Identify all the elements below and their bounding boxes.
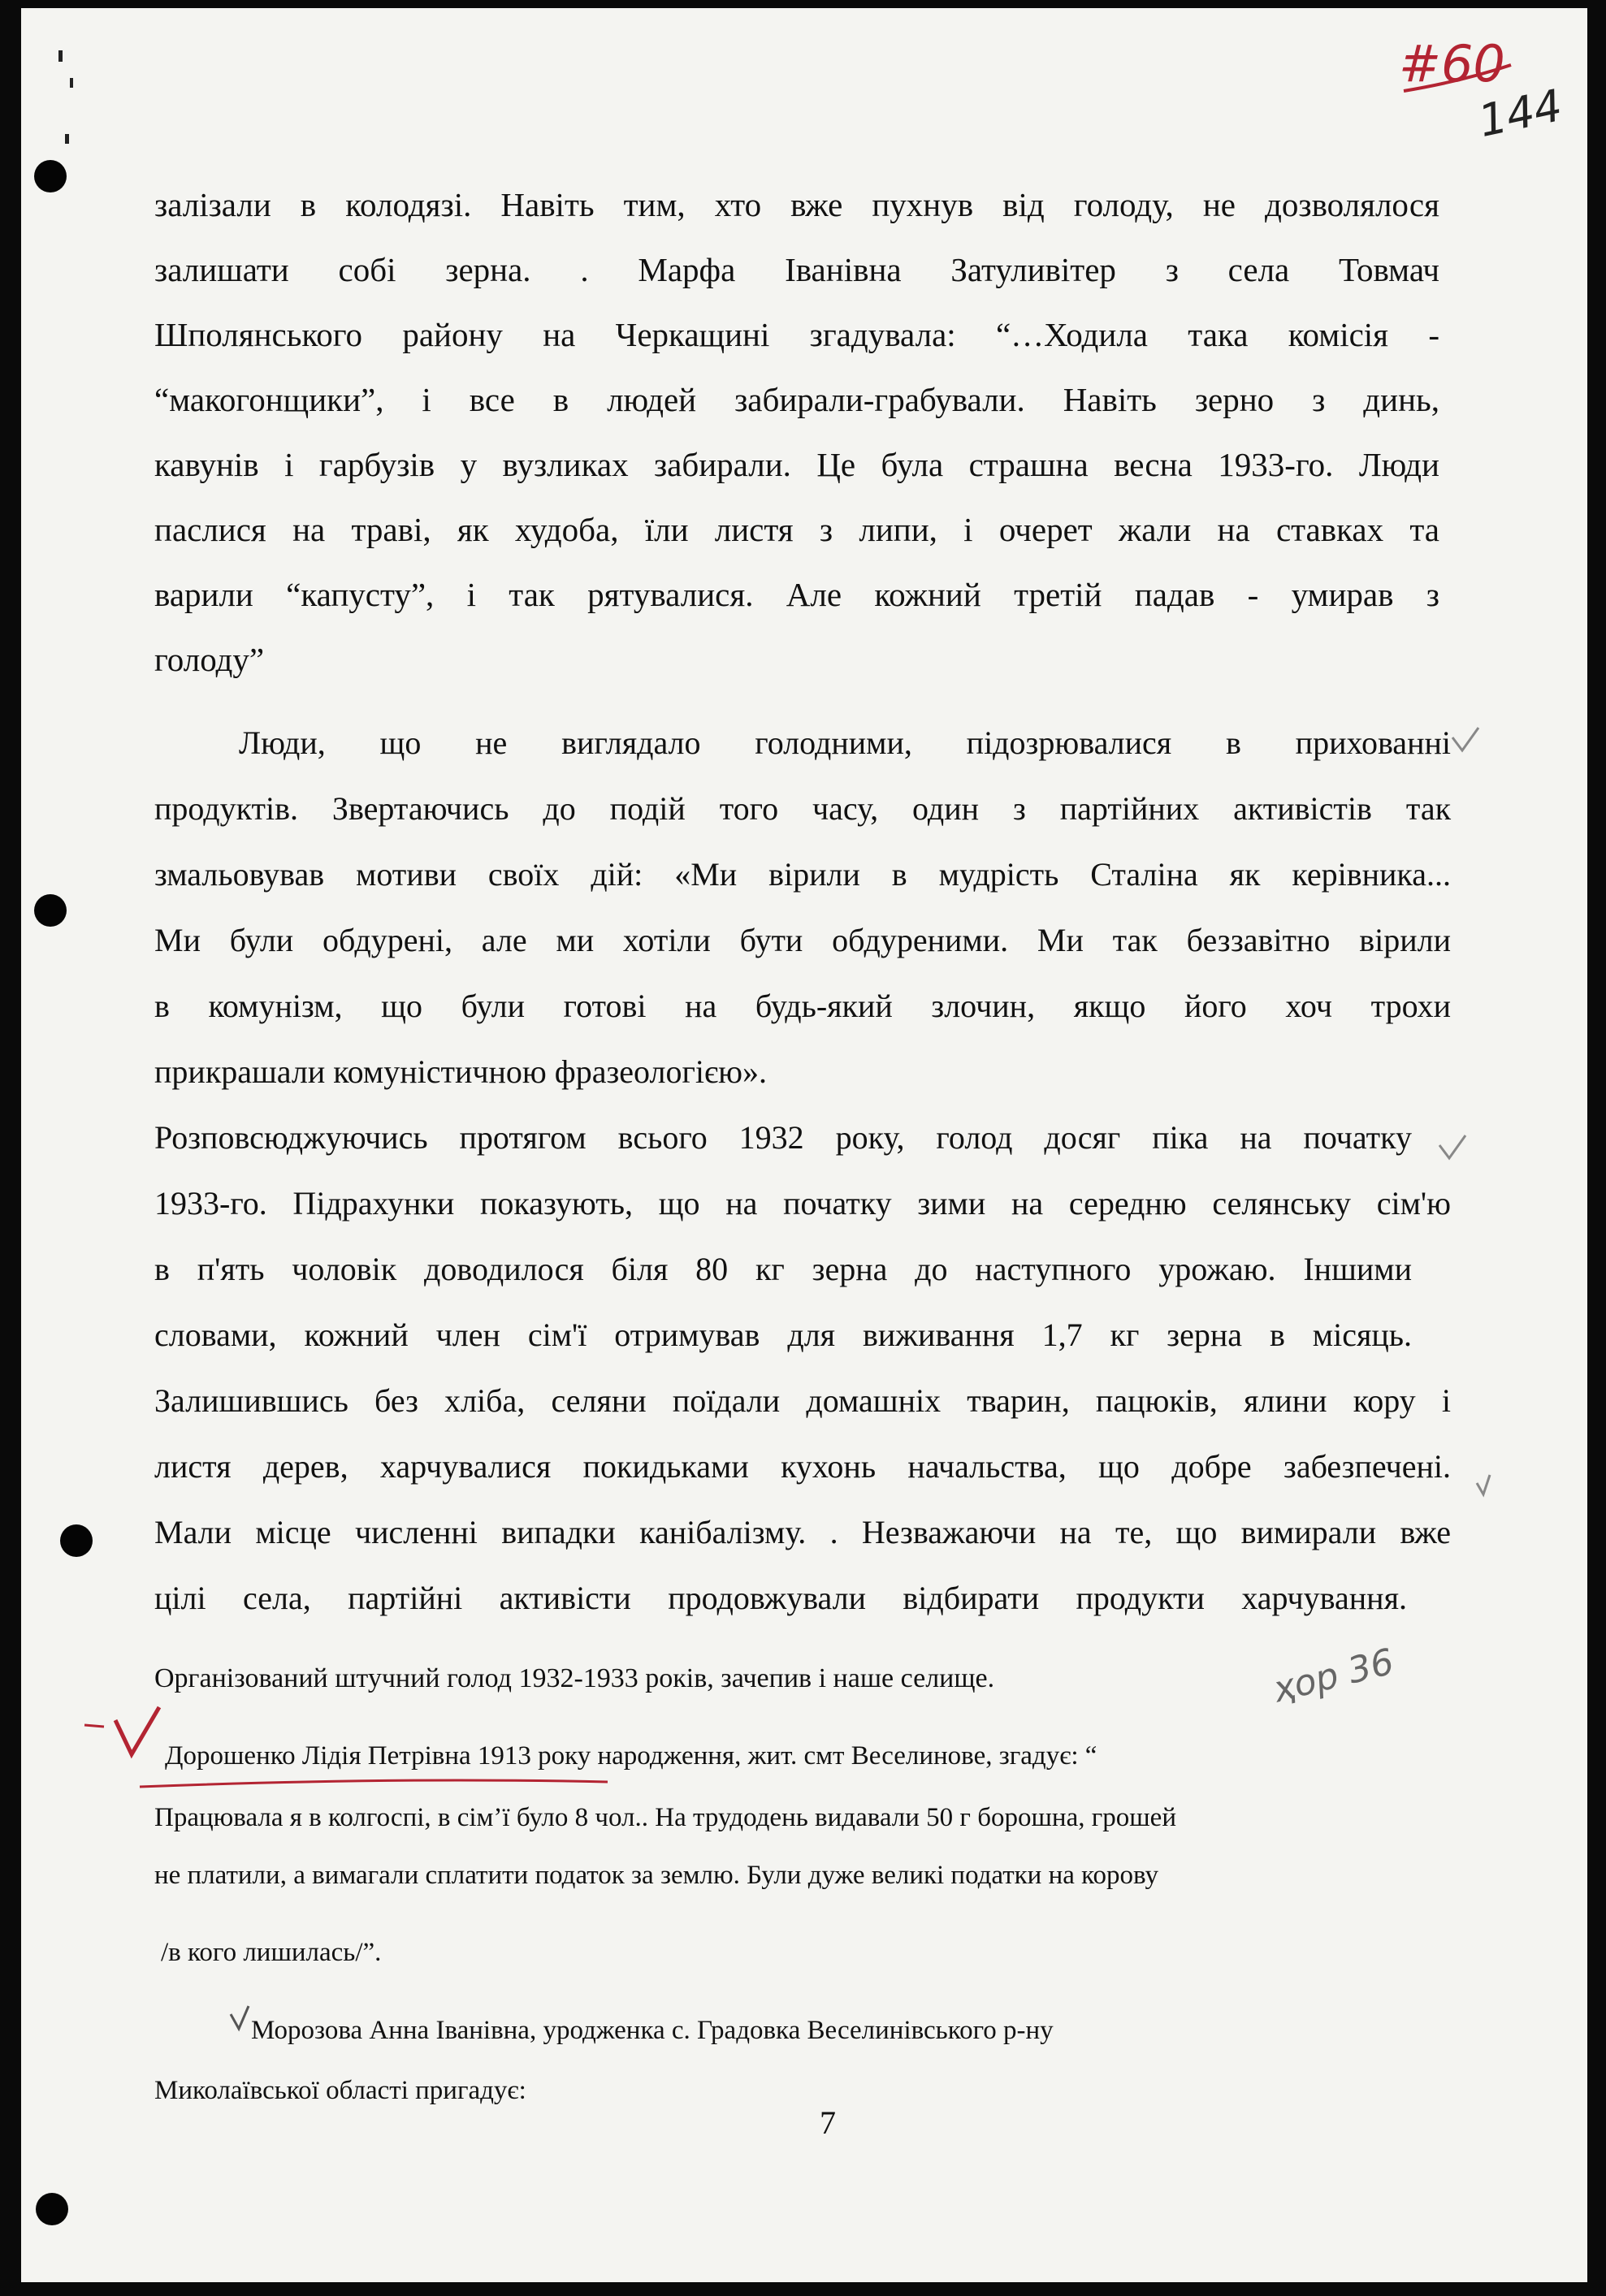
text-line: Ми були обдурені, але ми хотіли бути обдуреними. Ми так беззавітно вірили [154, 922, 1451, 958]
binder-hole-top [34, 160, 67, 192]
doroshenko-intro: року народження, жит. смт Веселинове, згадує: “ [530, 1741, 1097, 1771]
margin-note-annotation: ҳор 36 [1269, 1641, 1398, 1711]
organized-famine-line: Організований штучний голод 1932-1933 років, зачепив і наше селище. [154, 1663, 995, 1693]
text-line: цілі села, партійні активісти продовжували відбирати продукти харчування. [154, 1580, 1407, 1616]
text-line: Залишившись без хліба, селяни поїдали домашніх тварин, пацюків, ялини кору і [154, 1382, 1451, 1419]
text-line: Люди, що не виглядало голодними, підозрювалися в прихованні [239, 724, 1451, 761]
text-line: залишати собі зерна. . Марфа Іванівна Затуливітер з села Товмач [154, 251, 1439, 288]
archive-number-annotation: #60 [1399, 34, 1505, 93]
text-line: 1933-го. Підрахунки показують, що на початку зими на середню селянську сім'ю [154, 1185, 1451, 1222]
binder-hole-middle [34, 894, 67, 927]
binder-hole-bottom [36, 2193, 68, 2225]
edge-mark [65, 134, 69, 144]
morozova-line2: Миколаївської області пригадує: [154, 2076, 526, 2105]
text-line: “макогонщики”, і все в людей забирали-грабували. Навіть зерно з динь, [154, 381, 1439, 418]
text-line: словами, кожний член сім'ї отримував для виживання 1,7 кг зерна в місяць. [154, 1317, 1412, 1353]
morozova-line1: Морозова Анна Іванівна, уродженка с. Градовка Веселинівського р-ну [251, 2016, 1054, 2045]
text-line: прикрашали комуністичною фразеологією». [154, 1053, 768, 1090]
doroshenko-testimony-line4: /в кого лишилась/”. [161, 1938, 382, 1967]
paragraph-party-activists [154, 710, 1451, 1631]
text-line: в комунізм, що були готові на будь-який злочин, якщо його хоч трохи [154, 988, 1451, 1024]
binder-hole-lower [60, 1524, 93, 1557]
page-number: 7 [820, 2104, 836, 2141]
text-line: продуктів. Звертаючись до подій того часу, один з партійних активістів так [154, 790, 1451, 827]
edge-mark [58, 50, 63, 62]
doroshenko-name: Дорошенко Лідія Петрівна 1913 [165, 1741, 531, 1771]
text-line: голоду” [154, 641, 265, 678]
text-line: змальовував мотиви своїх дій: «Ми вірили в мудрість Сталіна як керівника... [154, 856, 1451, 893]
doroshenko-testimony-line2: Працювала я в колгоспі, в сім’ї було 8 чол.. На трудодень видавали 50 г борошна, грошей [154, 1803, 1176, 1832]
paragraph-famine-testimony [154, 172, 1439, 692]
text-line: залізали в колодязі. Навіть тим, хто вже пухнув від голоду, не дозволялося [154, 186, 1439, 223]
text-line: в п'ять чоловік доводилося біля 80 кг зерна до наступного урожаю. Іншими [154, 1251, 1412, 1287]
text-line: кавунів і гарбузів у вузликах забирали. Це була страшна весна 1933-го. Люди [154, 446, 1439, 483]
text-line: Мали місце численні випадки канібалізму. . Незважаючи на те, що вимирали вже [154, 1514, 1451, 1550]
text-line: Шполянського району на Черкащині згадувала: “…Ходила така комісія - [154, 316, 1439, 353]
doroshenko-testimony-line1 [165, 1741, 1097, 1771]
text-line: Розповсюджуючись протягом всього 1932 року, голод досяг піка на початку [154, 1119, 1412, 1156]
text-line: варили “капусту”, і так рятувалися. Але кожний третій падав - умирав з [154, 576, 1439, 613]
text-line: листя дерев, харчувалися покидьками кухонь начальства, що добре забезпечені. [154, 1448, 1451, 1485]
folio-annotation: 144 [1474, 79, 1567, 148]
doroshenko-testimony-line3: не платили, а вимагали сплатити податок за землю. Були дуже великі податки на корову [154, 1861, 1158, 1890]
edge-mark [70, 78, 73, 88]
text-line: паслися на траві, як худоба, їли листя з липи, і очерет жали на ставках та [154, 511, 1439, 548]
